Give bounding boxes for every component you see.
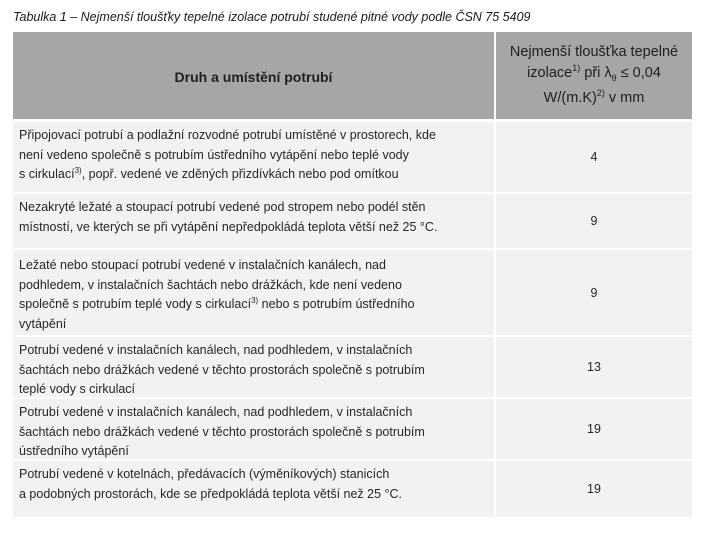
table-row (13, 461, 692, 519)
table-row (13, 337, 692, 399)
description-line: ústředního vytápění (19, 444, 129, 458)
table-row (13, 194, 692, 250)
header-text: v mm (604, 90, 645, 107)
row-thickness-value: 4 (590, 150, 598, 164)
description-line: Nezakryté ležaté a stoupací potrubí vedené pod stropem nebo podél stěn (19, 200, 426, 214)
description-line: není vedeno společně s potrubím ústředního vytápění nebo teplé vody (19, 147, 409, 162)
description-line: šachtách nebo drážkách vedené v těchto prostorách společně s potrubím (19, 362, 425, 377)
table-row (13, 250, 692, 337)
description-line: Připojovací potrubí a podlažní rozvodné potrubí umístěné v prostorech, kde (19, 128, 436, 142)
lambda-subscript: θ (611, 72, 617, 83)
header-text: W/(m.K) (543, 90, 597, 107)
header-min-thickness-line2 (527, 63, 661, 89)
row-thickness-value: 19 (587, 482, 601, 496)
row-thickness-value: 19 (587, 422, 601, 436)
table-row (13, 399, 692, 461)
header-min-thickness-line1: Nejmenší tloušťka tepelné (509, 43, 679, 60)
row-description (13, 461, 496, 517)
description-line (19, 165, 488, 185)
description-line: Potrubí vedené v instalačních kanálech, nad podhledem, v instalačních (19, 343, 413, 357)
footnote-ref: 3) (74, 166, 82, 175)
row-description (13, 337, 496, 397)
table-row (13, 122, 692, 194)
table-caption: Tabulka 1 – Nejmenší tloušťky tepelné izolace potrubí studené pitné vody podle ČSN 75 5409 (13, 10, 531, 24)
row-thickness-value: 13 (587, 360, 601, 374)
description-line: místností, ve kterých se při vytápění nepředpokládá teplota větší než 25 °C. (19, 219, 438, 234)
footnote-ref: 1) (572, 62, 581, 73)
description-line: teplé vody s cirkulací (19, 382, 136, 396)
row-thickness-value: 9 (590, 214, 598, 228)
description-line: šachtách nebo drážkách vedené v těchto prostorách společně s potrubím (19, 424, 425, 439)
description-text: , popř. vedené ve zděných přizdívkách nebo pod omítkou (81, 167, 399, 181)
header-min-thickness (496, 32, 692, 119)
description-text: nebo s potrubím ústředního (258, 297, 415, 311)
table-header-row (13, 32, 692, 122)
description-line (19, 295, 488, 315)
row-description (13, 250, 496, 335)
footnote-ref: 2) (596, 88, 605, 99)
footnote-ref: 3) (251, 296, 259, 305)
description-line: Potrubí vedené v kotelnách, předávacích (výměníkových) stanicích (19, 467, 390, 481)
header-pipe-type: Druh a umístění potrubí (13, 32, 496, 119)
row-description (13, 122, 496, 192)
row-description (13, 194, 496, 248)
header-text: při λ (580, 64, 612, 81)
description-text: s cirkulací (19, 167, 75, 181)
header-min-thickness-line3 (544, 88, 645, 109)
description-line: podhledem, v instalačních šachtách nebo drážkách, kde není vedeno (19, 277, 402, 292)
insulation-thickness-table (13, 32, 692, 519)
row-thickness-value: 9 (590, 285, 598, 300)
row-description (13, 399, 496, 459)
header-text: izolace (527, 64, 573, 81)
description-line: a podobných prostorách, kde se předpokládá teplota větší než 25 °C. (19, 486, 403, 501)
description-line: vytápění (19, 316, 67, 331)
description-line: Ležaté nebo stoupací potrubí vedené v instalačních kanálech, nad (19, 258, 386, 272)
header-text: ≤ 0,04 (616, 64, 661, 81)
description-text: společně s potrubím teplé vody s cirkulací (19, 297, 252, 311)
description-line: Potrubí vedené v instalačních kanálech, nad podhledem, v instalačních (19, 405, 413, 419)
